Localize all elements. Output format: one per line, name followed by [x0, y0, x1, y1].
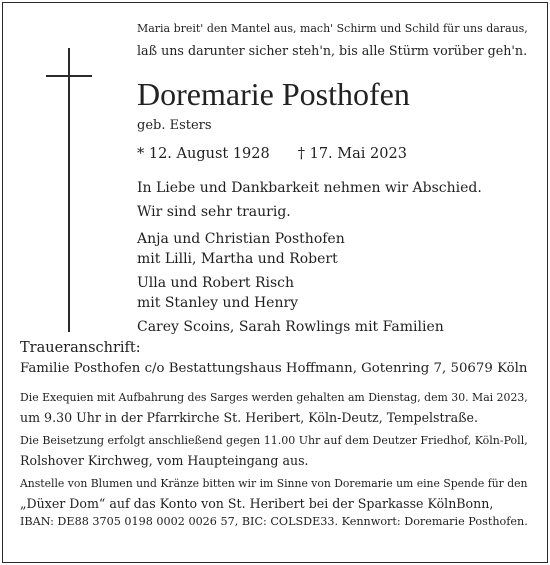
notice-line: „Düxer Dom“ auf das Konto von St. Heribert bei der Sparkasse KölnBonn,	[20, 496, 494, 511]
notice-line: Die Beisetzung erfolgt anschließend gegen 11.00 Uhr auf dem Deutzer Friedhof, Köln-Poll,	[20, 434, 528, 447]
death-date: † 17. Mai 2023	[297, 146, 407, 162]
mourning-address: Familie Posthofen c/o Bestattungshaus Hoffmann, Gotenring 7, 50679 Köln	[20, 361, 528, 376]
family-line: Carey Scoins, Sarah Rowlings mit Familien	[137, 319, 444, 335]
notice-line: Rolshover Kirchweg, vom Haupteingang aus.	[20, 453, 309, 468]
family-line: Ulla und Robert Risch	[137, 275, 295, 291]
notice-line: Die Exequien mit Aufbahrung des Sarges werden gehalten am Dienstag, dem 30. Mai 2023,	[20, 391, 528, 404]
motto-line-2: laß uns darunter sicher steh'n, bis alle Stürm vorüber geh'n.	[137, 43, 528, 58]
birth-date: * 12. August 1928	[137, 146, 270, 162]
notice-line: um 9.30 Uhr in der Pfarrkirche St. Heribert, Köln-Deutz, Tempelstraße.	[20, 410, 478, 425]
address-label: Traueranschrift:	[20, 340, 141, 356]
cross-icon	[46, 48, 92, 332]
deceased-name: Doremarie Posthofen	[137, 76, 410, 112]
family-line: mit Lilli, Martha und Robert	[137, 251, 338, 267]
family-line: Anja und Christian Posthofen	[137, 231, 345, 247]
birth-name: geb. Esters	[137, 118, 212, 133]
family-line: mit Stanley und Henry	[137, 295, 299, 311]
life-dates	[137, 146, 407, 162]
farewell-line-1: In Liebe und Dankbarkeit nehmen wir Abschied.	[137, 180, 482, 196]
farewell-line-2: Wir sind sehr traurig.	[137, 204, 291, 220]
notice-line: Anstelle von Blumen und Kränze bitten wir im Sinne von Doremarie um eine Spende für den	[20, 477, 528, 490]
motto-line-1: Maria breit' den Mantel aus, mach' Schirm und Schild für uns daraus,	[137, 22, 528, 35]
notice-line: IBAN: DE88 3705 0198 0002 0026 57, BIC: COLSDE33. Kennwort: Doremarie Posthofen.	[20, 515, 528, 528]
